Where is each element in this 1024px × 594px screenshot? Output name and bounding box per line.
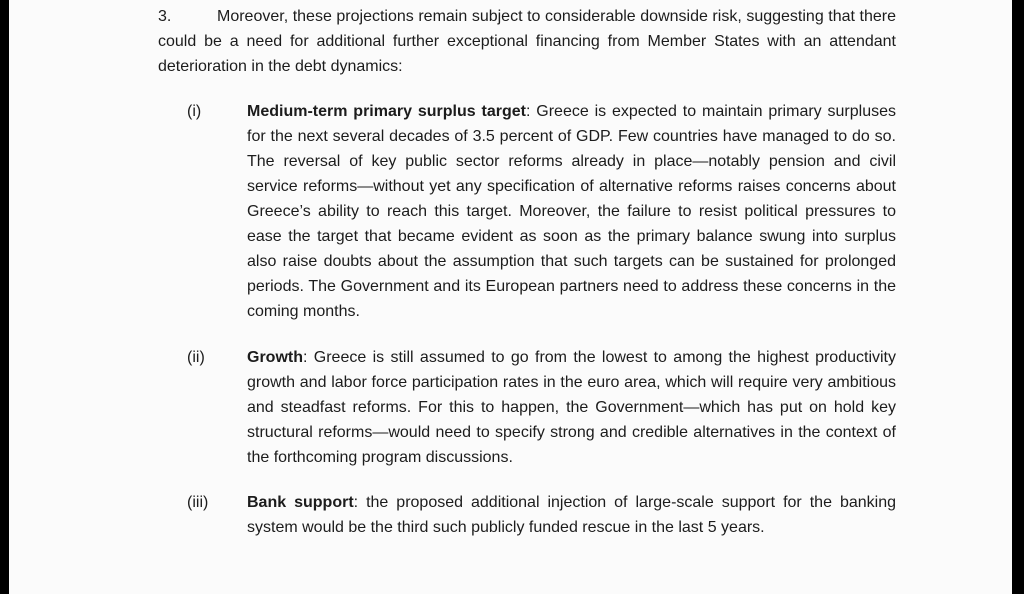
list-item-number: (iii) (187, 494, 209, 511)
list-item-body (247, 345, 896, 470)
list-item-heading: Bank support (247, 494, 354, 511)
list-item-body (247, 490, 896, 540)
list-item-text: : Greece is expected to maintain primary surpluses for the next several decades of 3.5 percent of GDP. Few countries have managed to do so. The reversal of key public sector reforms already in place—notably pension and civil service reforms—without yet any specification of alternative reforms raises concerns about Greece’s ability to reach this target. Moreover, the failure to resist political pressures to ease the target that became evident as soon as the primary balance swung into surplus also raise doubts about the assumption that such targets can be sustained for prolonged periods. The Government and its European partners need to address these concerns in the coming months. (247, 103, 897, 320)
list-item-body (247, 99, 896, 324)
list-item-i (158, 99, 896, 324)
list-item-iii (158, 490, 896, 540)
list-item-ii (158, 345, 896, 470)
list-item-text: : Greece is still assumed to go from the lowest to among the highest productivity growth and labor force participation rates in the euro area, which will require very ambitious and steadfast reforms. For this to happen, the Government—which has put on hold key structural reforms—would need to specify strong and credible alternatives in the context of the forthcoming program discussions. (247, 349, 896, 466)
paragraph-3 (158, 4, 896, 79)
list-item-number: (i) (187, 103, 202, 120)
list-item-heading: Growth (247, 349, 303, 366)
paragraph-number: 3. (158, 8, 172, 25)
document-page (9, 0, 1012, 594)
paragraph-text: Moreover, these projections remain subject to considerable downside risk, suggesting that there could be a need for additional further exceptional financing from Member States with an attendant deterioration in the debt dynamics: (158, 8, 896, 75)
list-item-text: : the proposed additional injection of large-scale support for the banking system would be the third such publicly funded rescue in the last 5 years. (247, 494, 896, 536)
list-item-heading: Medium-term primary surplus target (247, 103, 526, 120)
list-item-number: (ii) (187, 349, 205, 366)
